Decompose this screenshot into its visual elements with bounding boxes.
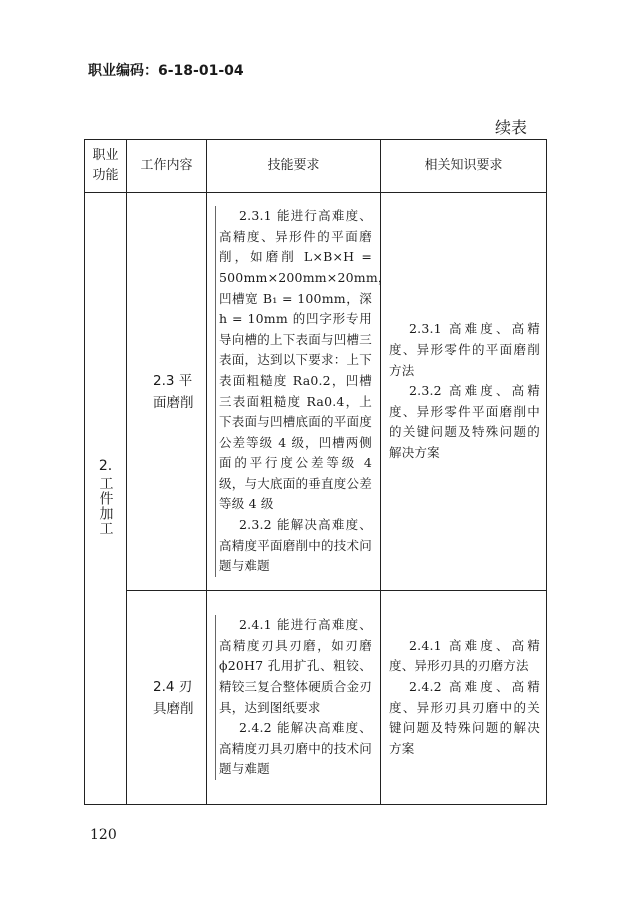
work-content-cell: 2.4 刃具磨削	[127, 591, 207, 805]
knowledge-item: 2.4.2 高难度、高精度、异形刃具刃磨中的关键问题及特殊问题的解决方案	[389, 678, 540, 756]
skill-item: 2.4.1 能进行高难度、高精度刃具刃磨，如刃磨 ϕ20H7 孔用扩孔、粗铰、精铰三复合整体硬质合金刃具，达到图纸要求	[219, 617, 372, 715]
table-row	[85, 591, 547, 805]
work-content-cell: 2.3 平面磨削	[127, 193, 207, 591]
occupation-code: 职业编码：6-18-01-04	[88, 63, 244, 79]
table-header-row	[85, 140, 547, 193]
column-header-skills: 技能要求	[207, 140, 381, 193]
knowledge-item: 2.4.1 高难度、高精度、异形刃具的刃磨方法	[389, 637, 540, 674]
knowledge-item: 2.3.2 高难度、高精度、异形零件平面磨削中的关键问题及特殊问题的解决方案	[389, 383, 540, 460]
knowledge-requirements-cell	[381, 591, 547, 805]
knowledge-requirements-cell	[381, 193, 547, 591]
column-header-function: 职业功能	[85, 140, 127, 193]
knowledge-item: 2.3.1 高难度、高精度、异形零件的平面磨削方法	[389, 321, 540, 378]
function-name: 工件加工	[97, 475, 114, 536]
column-header-content: 工作内容	[127, 140, 207, 193]
page-number: 120	[90, 827, 117, 843]
skill-item: 2.3.1 能进行高难度、高精度、异形件的平面磨削，如磨削 L×B×H = 500mm×200mm×20mm，凹槽宽 B₁ = 100mm，深 h = 10mm 的凹字形专用导向槽的上下表面与凹槽三表面，达到以下要求：上下表面粗糙度 Ra0.2，凹槽三表面粗糙度 Ra0.4，上下表面与凹槽底面的平面度公差等级 4 级，凹槽两侧面的平行度公差等级 4 级，与大底面的垂直度公差等级 4 级	[219, 208, 391, 512]
standards-table	[84, 139, 547, 805]
skill-requirements-cell	[207, 193, 391, 591]
table-row	[85, 193, 547, 591]
function-number: 2.	[98, 457, 113, 474]
continued-label: 续表	[495, 118, 528, 137]
skill-item: 2.4.2 能解决高难度、高精度刃具刃磨中的技术问题与难题	[219, 720, 372, 777]
skill-requirements-cell	[207, 591, 381, 805]
skill-item: 2.3.2 能解决高难度、高精度平面磨削中的技术问题与难题	[219, 517, 372, 574]
column-header-knowledge: 相关知识要求	[381, 140, 547, 193]
function-cell	[85, 193, 127, 805]
